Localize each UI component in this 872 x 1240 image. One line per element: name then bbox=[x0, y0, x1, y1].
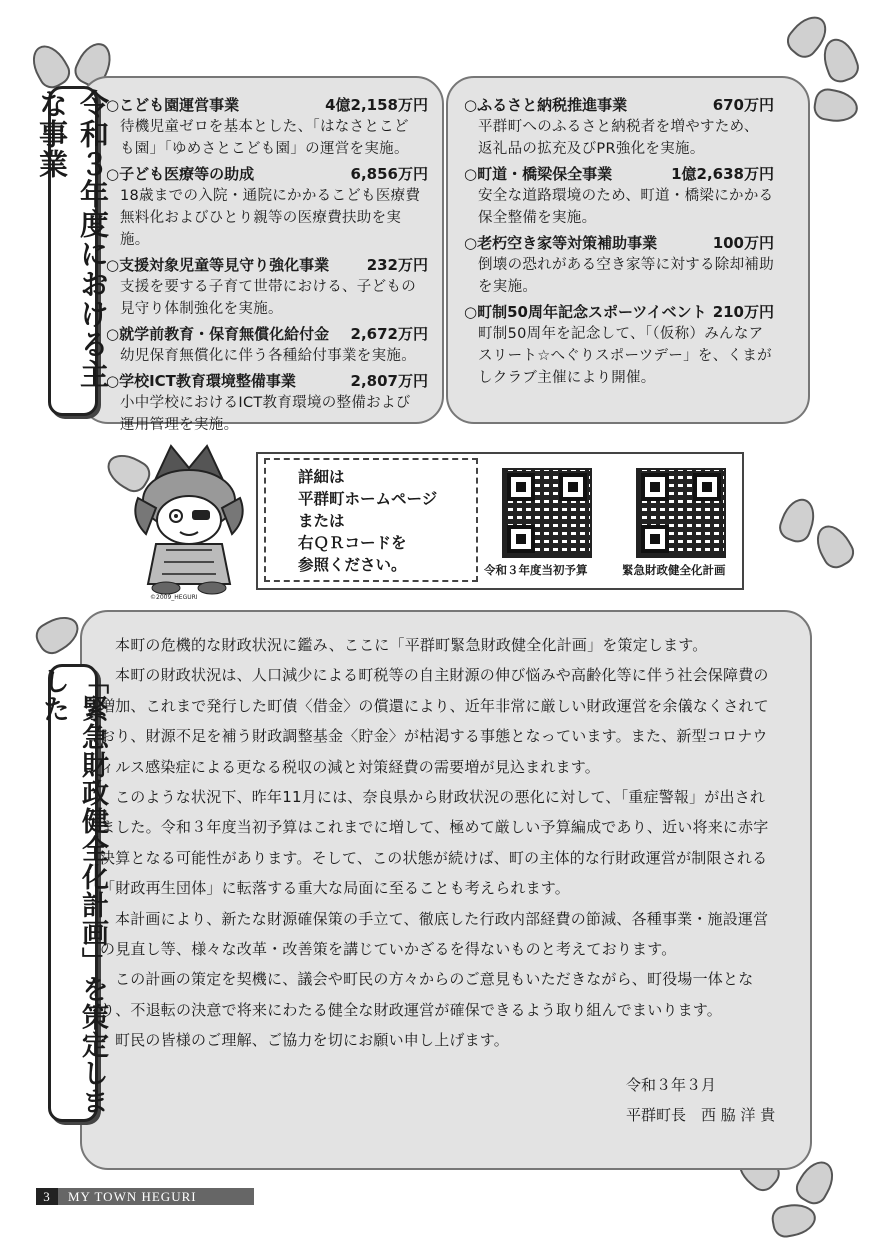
project-amount: 210万円 bbox=[712, 303, 774, 321]
project-description: 平群町へのふるさと納税者を増やすため、 bbox=[478, 119, 759, 135]
qr-info-line: 右ＱＲコードを bbox=[298, 534, 407, 552]
qr-info-line: 平群町ホームページ bbox=[298, 490, 438, 508]
project-header bbox=[106, 370, 428, 392]
plan-paragraph: 町民の皆様のご理解、ご協力を切にお願い申し上げます。 bbox=[115, 1031, 510, 1050]
cherry-petal-icon bbox=[770, 1200, 819, 1239]
projects-section-title: 令和３年度における主な事業 bbox=[48, 86, 98, 416]
project-item bbox=[106, 94, 428, 160]
qr-info-line: 詳細は bbox=[298, 468, 345, 486]
project-amount: 670万円 bbox=[712, 96, 774, 114]
plan-paragraph: 本町の財政状況は、人口減少による町税等の自主財源の伸び悩みや高齢化等に伴う社会保障費の増加、これまで発行した町債〈借金〉の償還により、近年非常に厳しい財政運営を余儀なくされており、財源不足を補う財政調整基金〈貯金〉が枯渇する事態となっています。また、新型コロナウィルス感染症による更なる税収の減と対策経費の需要増が見込まれます。 bbox=[100, 666, 769, 776]
signature-date: 令和３年３月 bbox=[626, 1076, 717, 1094]
project-header bbox=[106, 163, 428, 185]
project-name: ○こども園運営事業 bbox=[106, 96, 240, 114]
qr-info-panel bbox=[256, 452, 744, 590]
project-description: 幼児保育無償化に伴う各種給付事業を実施。 bbox=[120, 348, 416, 364]
page-footer bbox=[36, 1188, 254, 1205]
projects-right-list bbox=[464, 94, 774, 392]
project-description: スリート☆へぐりスポーツデー」を、くまが bbox=[478, 348, 772, 364]
projects-left-list bbox=[106, 94, 428, 439]
mascot-image bbox=[126, 438, 252, 598]
project-description: 見守り体制強化を実施。 bbox=[120, 301, 283, 317]
project-description: しクラブ主催により開催。 bbox=[478, 370, 656, 386]
project-name: ○子ども医療等の助成 bbox=[106, 165, 255, 183]
plan-paragraph: 本町の危機的な財政状況に鑑み、ここに「平群町緊急財政健全化計画」を策定します。 bbox=[115, 636, 708, 654]
project-item bbox=[464, 232, 774, 298]
project-item bbox=[106, 370, 428, 436]
project-item bbox=[106, 323, 428, 367]
project-name: ○学校ICT教育環境整備事業 bbox=[106, 372, 296, 390]
project-description: 運用管理を実施。 bbox=[120, 417, 239, 433]
project-description: 安全な道路環境のため、町道・橋梁にかかる bbox=[478, 188, 774, 204]
project-name: ○町制50周年記念スポーツイベント bbox=[464, 303, 707, 321]
project-description: 倒壊の恐れがある空き家等に対する除却補助 bbox=[478, 257, 774, 273]
cherry-petal-icon bbox=[25, 39, 75, 93]
project-name: ○支援対象児童等見守り強化事業 bbox=[106, 256, 330, 274]
project-description: 支援を要する子育て世帯における、子どもの bbox=[120, 279, 416, 295]
project-name: ○ふるさと納税推進事業 bbox=[464, 96, 628, 114]
plan-paragraph: 本計画により、新たな財源確保策の手立て、徹底した行政内部経費の節減、各種事業・施設運営の見直し等、様々な改革・改善策を講じていかざるを得ないものと考えております。 bbox=[100, 909, 769, 959]
project-description: を実施。 bbox=[478, 279, 538, 295]
project-description: 返礼品の拡充及びPR強化を実施。 bbox=[478, 141, 705, 157]
plan-paragraph: このような状況下、昨年11月には、奈良県から財政状況の悪化に対して、「重症警報」が出されました。令和３年度当初予算はこれまでに増して、極めて厳しい予算編成であり、近い将来に赤字決算となる可能性があります。そして、この状態が続けば、町の主体的な行財政運営が制限される「財政再生団体」に転落する重大な局面に至ることも考えられます。 bbox=[100, 788, 769, 898]
project-name: ○老朽空き家等対策補助事業 bbox=[464, 234, 658, 252]
project-amount: 1億2,638万円 bbox=[671, 165, 774, 183]
signature-name: 平群町長 西 脇 洋 貴 bbox=[626, 1106, 776, 1124]
project-amount: 100万円 bbox=[712, 234, 774, 252]
cherry-petal-icon bbox=[817, 34, 862, 86]
plan-paragraph: この計画の策定を契機に、議会や町民の方々からのご意見もいただきながら、町役場一体となり、不退転の決意で将来にわたる健全な財政運営が確保できるよう取り組んでまいります。 bbox=[100, 970, 754, 1019]
mascot-credit: ©2009_HEGURI bbox=[150, 594, 198, 601]
project-item bbox=[464, 163, 774, 229]
project-item bbox=[106, 163, 428, 251]
project-amount: 2,672万円 bbox=[350, 325, 428, 343]
project-description: 18歳までの入院・通院にかかるこども医療費 bbox=[120, 188, 421, 204]
cherry-petal-icon bbox=[775, 494, 820, 546]
magazine-name: MY TOWN HEGURI bbox=[68, 1189, 197, 1204]
page-number: 3 bbox=[36, 1188, 58, 1205]
project-description: 町制50周年を記念して、「（仮称）みんなア bbox=[478, 326, 764, 342]
qr-info-line: 参照ください。 bbox=[298, 556, 407, 574]
project-description: 待機児童ゼロを基本とした、「はなさとこど bbox=[120, 119, 409, 135]
plan-body bbox=[100, 630, 780, 1056]
project-header bbox=[106, 323, 428, 345]
qr-label-budget: 令和３年度当初予算 bbox=[484, 563, 588, 577]
project-header bbox=[464, 232, 774, 254]
qr-label-plan: 緊急財政健全化計画 bbox=[622, 563, 726, 577]
project-description: も園」「ゆめさとこども園」の運営を実施。 bbox=[120, 141, 409, 157]
qr-code-plan[interactable] bbox=[636, 468, 726, 558]
project-name: ○就学前教育・保育無償化給付金 bbox=[106, 325, 330, 343]
project-header bbox=[464, 163, 774, 185]
project-description: 小中学校におけるICT教育環境の整備および bbox=[120, 395, 411, 411]
project-item bbox=[464, 301, 774, 389]
plan-section-title: 「緊急財政健全化計画」を策定しました bbox=[48, 664, 98, 1122]
project-name: ○町道・橋梁保全事業 bbox=[464, 165, 613, 183]
project-amount: 6,856万円 bbox=[350, 165, 428, 183]
project-item bbox=[464, 94, 774, 160]
project-amount: 2,807万円 bbox=[350, 372, 428, 390]
project-item bbox=[106, 254, 428, 320]
project-header bbox=[464, 94, 774, 116]
project-description: 保全整備を実施。 bbox=[478, 210, 597, 226]
qr-code-budget[interactable] bbox=[502, 468, 592, 558]
qr-info-line: または bbox=[298, 512, 345, 530]
cherry-petal-icon bbox=[812, 86, 861, 125]
project-header bbox=[106, 254, 428, 276]
project-amount: 4億2,158万円 bbox=[325, 96, 428, 114]
project-header bbox=[106, 94, 428, 116]
project-amount: 232万円 bbox=[366, 256, 428, 274]
project-header bbox=[464, 301, 774, 323]
cherry-petal-icon bbox=[31, 609, 85, 659]
cherry-petal-icon bbox=[809, 519, 859, 573]
qr-info-text bbox=[264, 458, 478, 582]
project-description: 無料化およびひとり親等の医療費扶助を実施。 bbox=[120, 210, 402, 248]
